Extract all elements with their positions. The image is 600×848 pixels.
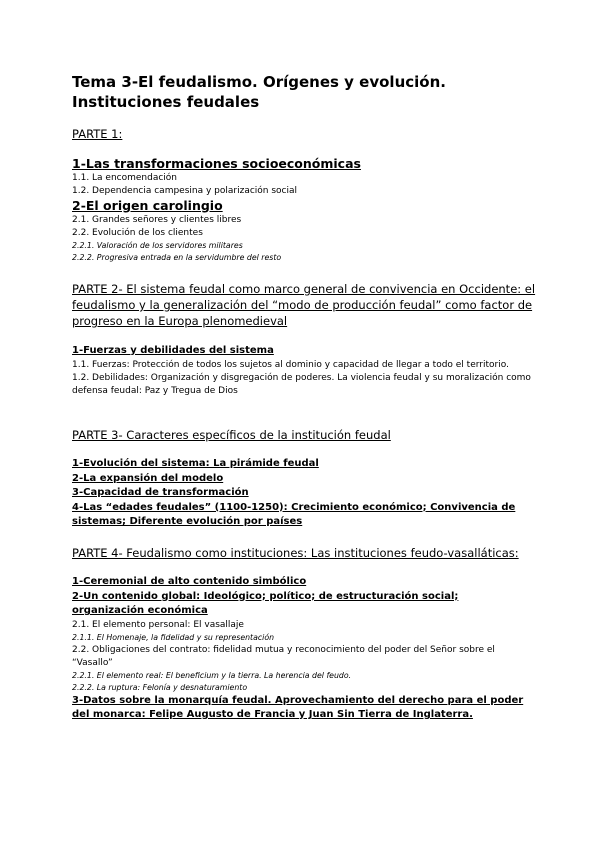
part3-heading: PARTE 3- Caracteres específicos de la institución feudal [72,428,391,442]
part2-heading: PARTE 2- El sistema feudal como marco general de convivencia en Occidente: el feudalismo y la generalización del “modo de producción feudal” como factor de progreso en la Europa plenomedieval [72,282,536,328]
part4-section1-title: 1-Ceremonial de alto contenido simbólico [72,576,307,587]
part4-section3-title: 3-Datos sobre la monarquía feudal. Aprovechamiento del derecho para el poder del monarca: Felipe Augusto de Francia y Juan Sin Tierra de Inglaterra. [72,694,524,720]
part2-item-1-2: 1.2. Debilidades: Organización y disgregación de poderes. La violencia feudal y su moralización como defensa feudal: Paz y Tregua de Dios [72,372,531,396]
part4-item-2-1-1: 2.1.1. El Homenaje, la fidelidad y su representación [72,632,275,642]
part1-item-1-1: 1.1. La encomendación [72,173,178,183]
part1-section1-title: 1-Las transformaciones socioeconómicas [72,156,361,171]
part3-content [72,457,532,530]
part1-content [72,156,532,264]
document-title: Tema 3-El feudalismo. Orígenes y evolución. Instituciones feudales [72,73,446,111]
part3-section2-title: 2-La expansión del modelo [72,472,224,484]
part2-item-1-1: 1.1. Fuerzas: Protección de todos los sujetos al dominio y capacidad de llegar a todo el territorio. [72,359,509,370]
part1-item-2-1: 2.1. Grandes señores y clientes libres [72,215,242,225]
part1-item-2-2-1: 2.2.1. Valoración de los servidores militares [72,241,243,250]
part4-item-2-2-1: 2.2.1. El elemento real: El beneficium y la tierra. La herencia del feudo. [72,670,352,680]
part1-item-1-2: 1.2. Dependencia campesina y polarización social [72,186,298,196]
part1-heading: PARTE 1: [72,127,123,141]
part4-item-2-2: 2.2. Obligaciones del contrato: fidelidad mutua y reconocimiento del poder del Señor sobre el “Vasallo” [72,644,495,668]
part4-content [72,575,532,723]
part2-content [72,344,532,398]
part1-section2-title: 2-El origen carolingio [72,198,223,213]
part4-section2-title: 2-Un contenido global: Ideológico; político; de estructuración social; organización económica [72,590,459,616]
part1-item-2-2-2: 2.2.2. Progresiva entrada en la servidumbre del resto [72,253,282,262]
part4-item-2-2-2: 2.2.2. La ruptura: Felonía y desnaturamiento [72,682,248,692]
part4-item-2-1: 2.1. El elemento personal: El vasallaje [72,619,244,630]
part3-section3-title: 3-Capacidad de transformación [72,487,249,498]
part3-section1-title: 1-Evolución del sistema: La pirámide feudal [72,458,319,469]
part2-section1-title: 1-Fuerzas y debilidades del sistema [72,345,274,356]
part1-item-2-2: 2.2. Evolución de los clientes [72,228,203,238]
part4-heading: PARTE 4- Feudalismo como instituciones: Las instituciones feudo-vasalláticas: [72,546,519,560]
part3-section4-title: 4-Las “edades feudales” (1100-1250): Crecimiento económico; Convivencia de sistemas; Diferente evolución por países [72,501,516,527]
